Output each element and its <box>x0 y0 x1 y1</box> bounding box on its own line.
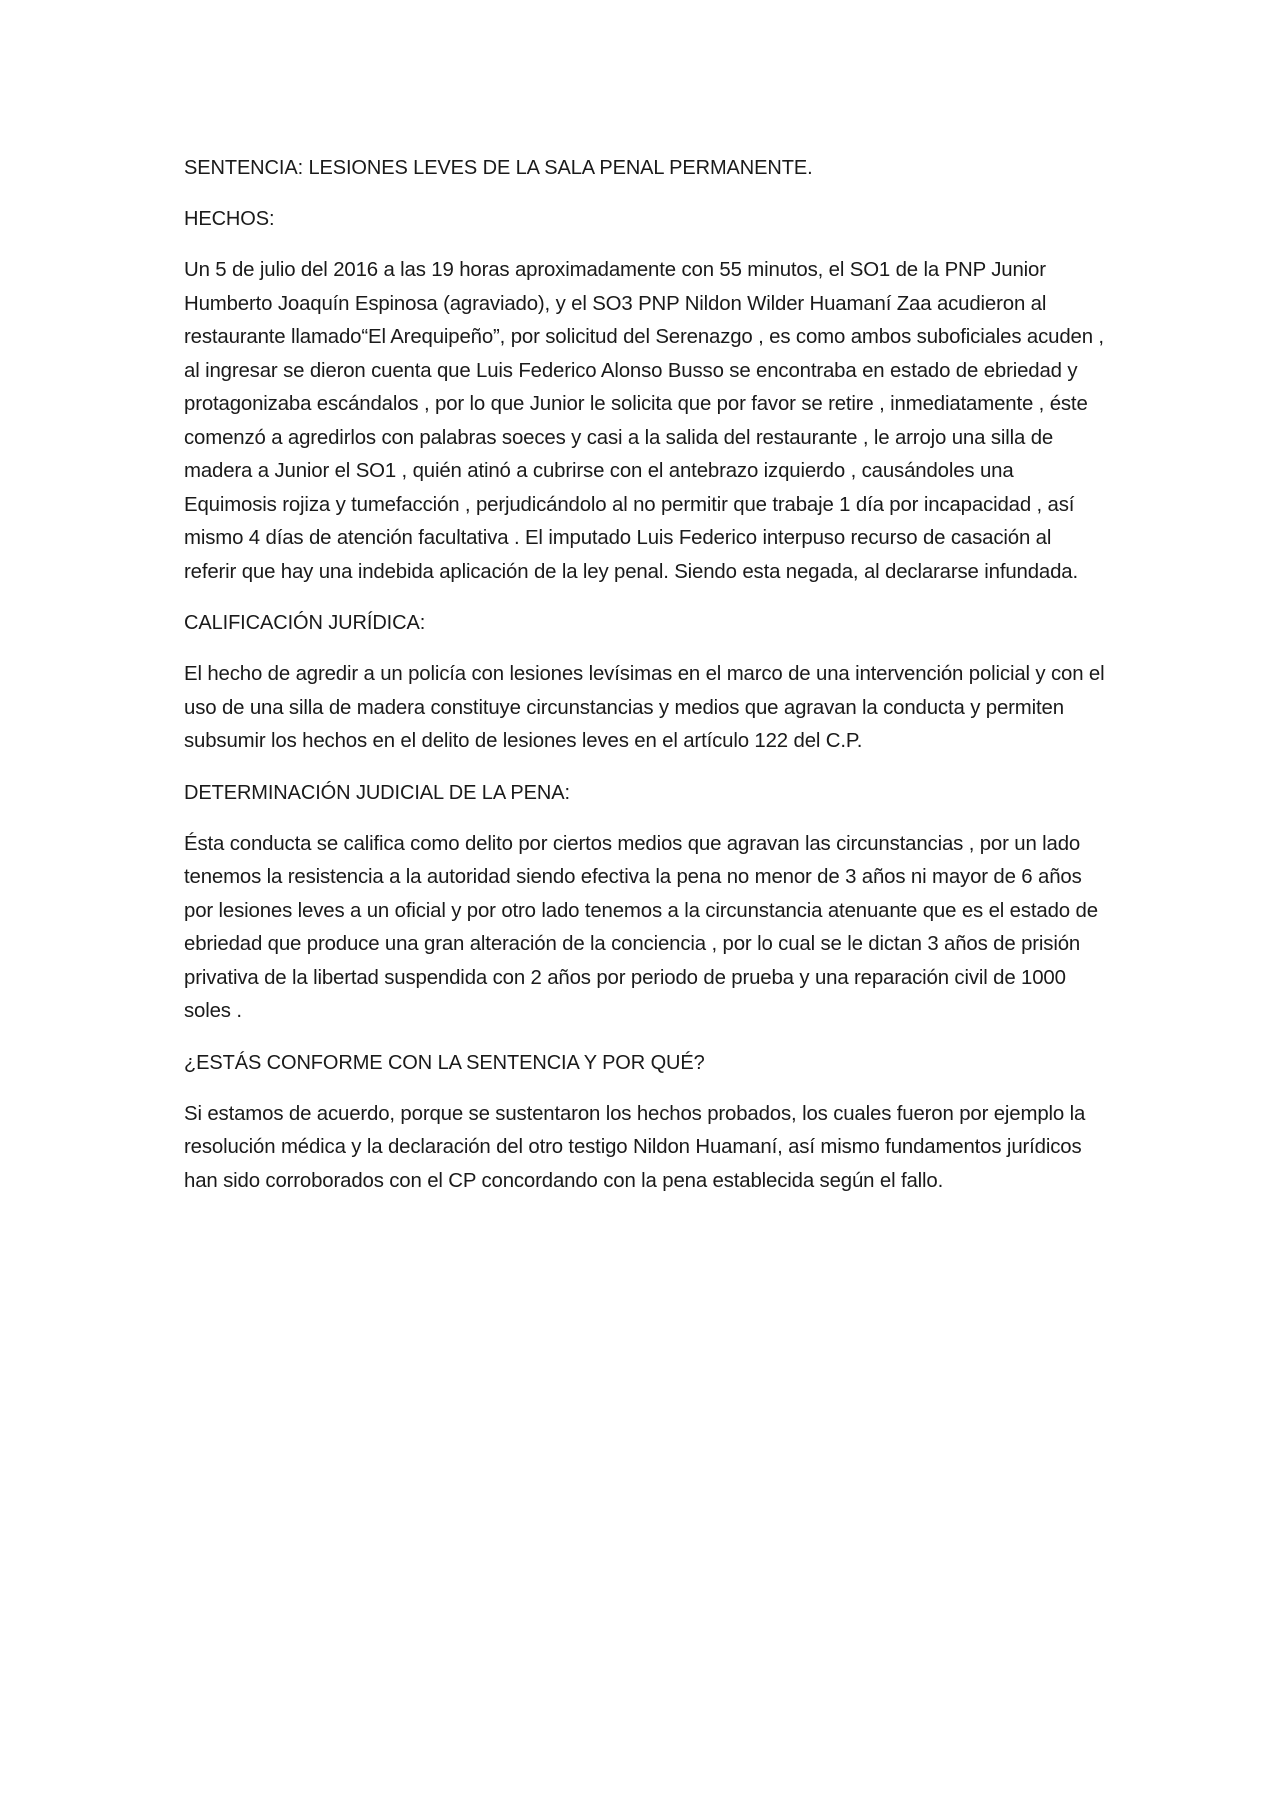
section-body-determinacion: Ésta conducta se califica como delito por ciertos medios que agravan las circunstancias , por un lado tenemos la resistencia a la autoridad siendo efectiva la pena no menor de 3 años ni mayor de 6 años por lesiones leves a un oficial y por otro lado tenemos a la circunstancia atenuante que es el estado de ebriedad que produce una gran alteración de la conciencia , por lo cual se le dictan 3 años de prisión privativa de la libertad suspendida con 2 años por periodo de prueba y una reparación civil de 1000 soles . <box>184 832 1098 1022</box>
document-content <box>184 152 1106 1216</box>
section-heading-hechos: HECHOS: <box>184 208 275 230</box>
section-heading-calificacion: CALIFICACIÓN JURÍDICA: <box>184 612 426 634</box>
document-title: SENTENCIA: LESIONES LEVES DE LA SALA PENAL PERMANENTE. <box>184 157 813 179</box>
section-body-calificacion: El hecho de agredir a un policía con lesiones levísimas en el marco de una intervención policial y con el uso de una silla de madera constituye circunstancias y medios que agravan la conducta y permiten subsumir los hechos en el delito de lesiones leves en el artículo 122 del C.P. <box>184 663 1105 752</box>
section-body-hechos: Un 5 de julio del 2016 a las 19 horas aproximadamente con 55 minutos, el SO1 de la PNP Junior Humberto Joaquín Espinosa (agraviado), y el SO3 PNP Nildon Wilder Huamaní Zaa acudieron al restaurante llamado“El Arequipeño”, por solicitud del Serenazgo , es como ambos suboficiales acuden , al ingresar se dieron cuenta que Luis Federico Alonso Busso se encontraba en estado de ebriedad y protagonizaba escándalos , por lo que Junior le solicita que por favor se retire , inmediatamente , éste comenzó a agredirlos con palabras soeces y casi a la salida del restaurante , le arrojo una silla de madera a Junior el SO1 , quién atinó a cubrirse con el antebrazo izquierdo , causándoles una Equimosis rojiza y tumefacción , perjudicándolo al no permitir que trabaje 1 día por incapacidad , así mismo 4 días de atención facultativa . El imputado Luis Federico interpuso recurso de casación al referir que hay una indebida aplicación de la ley penal. Siendo esta negada, al declararse infundada. <box>184 259 1104 583</box>
section-body-conforme: Si estamos de acuerdo, porque se sustentaron los hechos probados, los cuales fueron por ejemplo la resolución médica y la declaración del otro testigo Nildon Huamaní, así mismo fundamentos jurídicos han sido corroborados con el CP concordando con la pena establecida según el fallo. <box>184 1102 1086 1192</box>
section-heading-conforme: ¿ESTÁS CONFORME CON LA SENTENCIA Y POR QUÉ? <box>184 1051 705 1074</box>
section-heading-determinacion: DETERMINACIÓN JUDICIAL DE LA PENA: <box>184 781 570 804</box>
